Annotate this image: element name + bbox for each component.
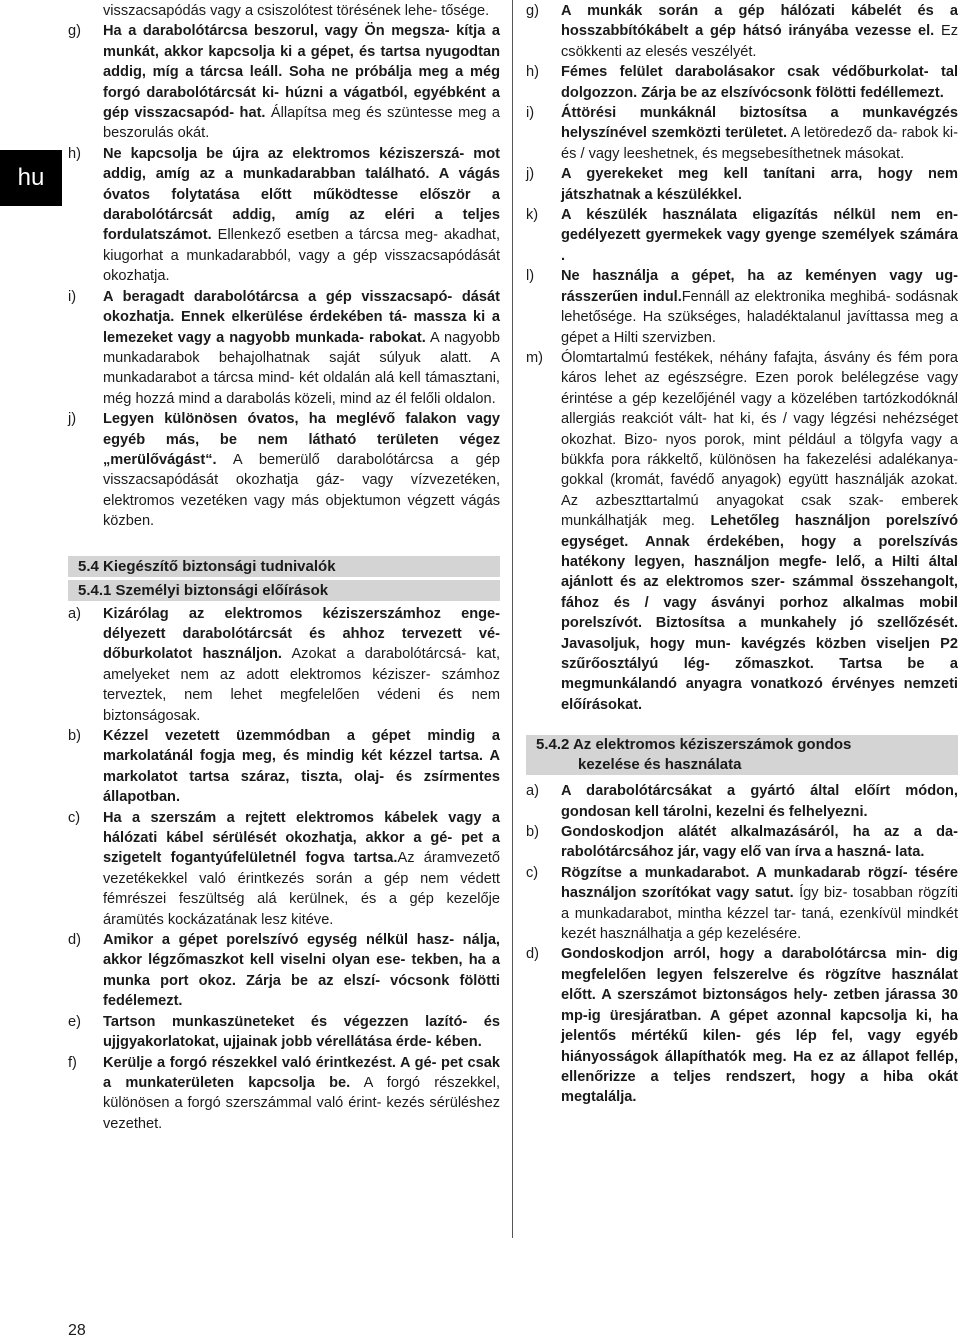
item-label: i) <box>526 105 535 122</box>
item-text: A bemerülő darabolótárcsa a gép visszacsapódását okozhatja gáz‑ vagy vízvezetéken, elektromos vezetéken vagy más objektumon végzett vágás közben. <box>103 451 500 530</box>
item-bold-text: Ne használja a gépet, ha az keményen vagy ug‑ rásszerűen indul. <box>561 268 958 305</box>
section-gap <box>526 715 958 735</box>
item-bold-text: Rögzítse a munkadarabot. A munkadarab rögzí‑ tésére használjon szorítókat vagy satut. <box>561 864 958 902</box>
item-bold-text: A munkák során a gép hálózati kábelét és a hosszabbítókábelt a gép hátsó irányába vezesse el. <box>561 3 958 40</box>
left-column <box>68 1 500 1134</box>
list-item-d <box>526 944 958 1107</box>
item-bold-text: Ha a szerszám a rejtett elektromos kábelek vagy a hálózati kábel sérülését okozhatja, akkor a gé‑ pet a szigetelt fogantyúfelületnél fogva tartsa. <box>103 809 500 867</box>
item-label: h) <box>526 64 539 81</box>
list-item-a <box>68 604 500 726</box>
item-bold-text: Fémes felület darabolásakor csak védőburkolat‑ tal dolgozzon. Zárja be az elszívócsonk fölötti fedéllemezt. <box>561 64 958 101</box>
list-item-m <box>526 348 958 715</box>
list-item-h <box>526 62 958 103</box>
list-item-d <box>68 930 500 1012</box>
heading-line-2: kezelése és használata <box>578 756 742 774</box>
list-item-g <box>68 21 500 143</box>
item-text: Állapítsa meg és szüntesse meg a beszorulás okát. <box>103 105 500 142</box>
item-text: Így biz‑ tosabban rögzíti a munkadarabot, mintha kézzel tar‑ taná, ezenkívül mindkét kezét használhatja a gép kezelésére. <box>561 885 958 943</box>
item-text: Ellenkező esetben a tárcsa meg‑ akadhat, kiugorhat a munkadarabból, vagy a gép visszacsapódását okozhatja. <box>103 227 500 285</box>
right-column <box>526 1 958 1108</box>
list-item-c <box>526 863 958 945</box>
subsection-heading-5-4-2 <box>526 735 958 775</box>
list-item-j <box>526 164 958 205</box>
subsection-heading-5-4-1: 5.4.1 Személyi biztonsági előírások <box>68 580 500 601</box>
item-bold-text: A beragadt darabolótárcsa a gép visszacsapó‑ dását okozhatja. Ennek elkerülése érdekében tá‑ massza ki a lemezeket vagy a nagyobb munkada‑ rabokat. <box>103 288 500 346</box>
item-bold-text: Kerülje a forgó részekkel való érintkezést. A gé‑ pet csak a munkaterületen kapcsolja be. <box>103 1054 500 1091</box>
item-text: Az áramvezető vezetékekkel való érintkezés során a gép nem védett fémrészei feszültség alá kerülnek, és a gép kezelője áramütés kockázatának lesz kitéve. <box>103 850 500 928</box>
list-item-c <box>68 808 500 930</box>
list-item-k <box>526 205 958 266</box>
item-label: g) <box>68 23 81 40</box>
item-bold-text: A darabolótárcsákat a gyártó által előírt módon, gondosan kell tárolni, kezelni és felhelyezni. <box>561 783 958 820</box>
list-item-f <box>68 1053 500 1135</box>
column-divider <box>512 0 513 1238</box>
item-bold-text: Gondoskodjon alátét alkalmazásáról, ha az a da‑ rabolótárcsához jár, vagy elő van írva a haszná‑ lata. <box>561 824 958 861</box>
section-heading-5-4: 5.4 Kiegészítő biztonsági tudnivalók <box>68 556 500 577</box>
item-text: A letöredező da‑ rabok ki‑ és / vagy leeshetnek, és megsebesíthetnek másokat. <box>561 125 958 162</box>
item-label: d) <box>526 946 539 963</box>
item-label: i) <box>68 288 77 305</box>
item-label: h) <box>68 145 81 162</box>
item-text: A forgó részekkel, különösen a forgó szerszámmal való érint‑ kezés sérüléshez vezethet. <box>103 1074 500 1132</box>
item-label: c) <box>526 864 539 881</box>
list-item-l <box>526 266 958 348</box>
list-item-h <box>68 144 500 287</box>
item-text: Fennáll az elektronika meghibá‑ sodásnak lehetősége. Ha szükséges, haladéktalanul javíttassa meg a gépet a Hilti szervizben. <box>561 288 958 346</box>
page-number: 28 <box>68 1322 86 1339</box>
item-bold-text: Áttörési munkáknál biztosítsa a munkavégzés helyszínével szemközti területet. <box>561 105 958 142</box>
item-label: l) <box>526 268 535 285</box>
list-item-i <box>526 103 958 164</box>
item-label: j) <box>526 166 535 183</box>
list-item-continuation <box>68 1 500 21</box>
list-item-i <box>68 287 500 409</box>
item-bold-text: Kézzel vezetett üzemmódban a gépet mindig a markolatánál fogja meg, és mindig két kézzel tartsa. A markolatot tartsa száraz, tiszta, olaj‑ és zsírmentes állapotban. <box>103 728 500 806</box>
item-label: b) <box>526 824 539 841</box>
item-bold-text: Tartson munkaszüneteket és végezzen lazító‑ és ujjgyakorlatokat, ujjainak jobb vérellátása érde‑ kében. <box>103 1013 500 1051</box>
list-item-g <box>526 1 958 62</box>
item-bold-text: Amikor a gépet porelszívó egység nélkül hasz‑ nálja, akkor légzőmaszkot kell viselni olyan ese‑ tekben, ha a munka port okoz. Zárja be az elszí‑ vócsonk fölötti fedélemezt. <box>103 932 500 1010</box>
item-text: Ez csökkenti az elesés veszélyét. <box>561 23 958 60</box>
item-bold-text: Legyen különösen óvatos, ha meglévő falakon vagy egyéb más, be nem látható területen végez „merülővágást“. <box>103 411 500 468</box>
item-label: j) <box>68 411 77 428</box>
item-text: visszacsapódás vagy a csiszolótest törésének lehe‑ tősége. <box>103 3 490 19</box>
item-label: a) <box>68 605 81 622</box>
item-label: e) <box>68 1013 81 1030</box>
item-bold-text: Lehetőleg használjon porelszívó egységet. Annak érdekében, hogy a porelszívás hatékony legyen, használjon megfe‑ lelő, a Hilti által ajánlott és az elektromos szer‑ számmal összehangolt, fához és / vagy ásványi porhoz alkalmas mobil porelszívót. Biztosítsa a munkahely jó szellőzését. Javasoljuk, hogy mun‑ kavégzés közben viseljen P2 szűrőosztályú lég‑ zőmaszkot. Tartsa be a megmunkálandó anyagra vonatkozó érvényes nemzeti előírásokat. <box>561 513 959 713</box>
language-tab: hu <box>0 150 62 206</box>
list-item-a <box>526 781 958 822</box>
list-item-j <box>68 409 500 531</box>
item-label: d) <box>68 932 81 949</box>
item-label: f) <box>68 1054 77 1071</box>
heading-line-1: 5.4.2 Az elektromos kéziszerszámok gondos <box>536 736 852 754</box>
item-bold-text: Kizárólag az elektromos kéziszerszámhoz enge‑ délyezett darabolótárcsát és ahhoz tervezett vé‑ dőburkolatot használjon. <box>103 605 500 663</box>
item-bold-text: A gyerekeket meg kell tanítani arra, hogy nem játszhatnak a készülékkel. <box>561 166 958 203</box>
item-label: k) <box>526 207 539 224</box>
list-item-b <box>68 726 500 808</box>
item-text: Azokat a darabolótárcsá‑ kat, amelyeket nem az adott elektromos kéziszer‑ számhoz terveztek, nem lehet megfelelően védeni és nem biztonságosak. <box>103 646 500 724</box>
list-item-e <box>68 1012 500 1053</box>
item-label: a) <box>526 783 539 800</box>
item-bold-text: Ha a darabolótárcsa beszorul, vagy Ön megsza‑ kítja a munkát, akkor kapcsolja ki a gépet, és tartsa nyugodtan addig, míg a tárcsa leáll. Soha ne próbálja meg a még forgó darabolótárcsát ki‑ húzni a vágatból, egyébként a gép visszacsapód‑ hat. <box>103 23 500 122</box>
item-bold-text: Gondoskodjon arról, hogy a darabolótárcsa min‑ dig megfelelően legyen felszerelve és rögzítve használat előtt. A szerszámot biztonságos hely‑ zetben járassa 30 mp‑ig üresjáratban. A gépet azonnal kapcsolja ki, ha jelentős mértékű kilen‑ gés lép fel, vagy egyéb hiányosságok állapíthatók meg. Ha ez az állapot fellép, ellenőrizze a teljes rendszert, hogy a hiba okát megtalálja. <box>561 946 958 1106</box>
item-label: m) <box>526 349 544 366</box>
item-bold-text: A készülék használata eligazítás nélkül nem en‑ gedélyezett gyermekek vagy gyenge személyek számára . <box>561 207 958 264</box>
item-label: c) <box>68 809 81 826</box>
item-bold-text: Ne kapcsolja be újra az elektromos kéziszerszá‑ mot addig, amíg az a munkadarabban található. A vágás óvatos folytatása előtt működtesse először a darabolótárcsát addig, amíg az eléri a teljes fordulatszámot. <box>103 145 500 244</box>
item-text: Ólomtartalmú festékek, néhány fafajta, ásvány és fém pora káros lehet az egészségre. Ezen porok belélegzése vagy érintése a gép kezelőjénél vagy a közelében tartózkodóknál allergiás reakciót vált‑ hat ki, és / vagy légzési nehézséget okozhat. Bizo‑ nyos porok, mint például a tölgyfa vagy a bükkfa pora rákkeltő, különösen ha fakezelési adalékanya‑ gokkal (kromát, favédő anyagok) együtt használják azokat. Az azbeszttartalmú anyagokat csak szak‑ emberek munkálhatják meg. <box>561 349 958 530</box>
item-label: b) <box>68 728 81 744</box>
item-text: A nagyobb munkadarabok behajolhatnak saját súlyuk alatt. A munkadarabot a tárcsa mind‑ két oldalán alá kell támasztani, még hozzá mind a darabolás közeli, mind az él felőli oldalon. <box>103 329 500 407</box>
item-label: g) <box>526 3 539 19</box>
list-item-b <box>526 822 958 863</box>
section-gap <box>68 532 500 554</box>
